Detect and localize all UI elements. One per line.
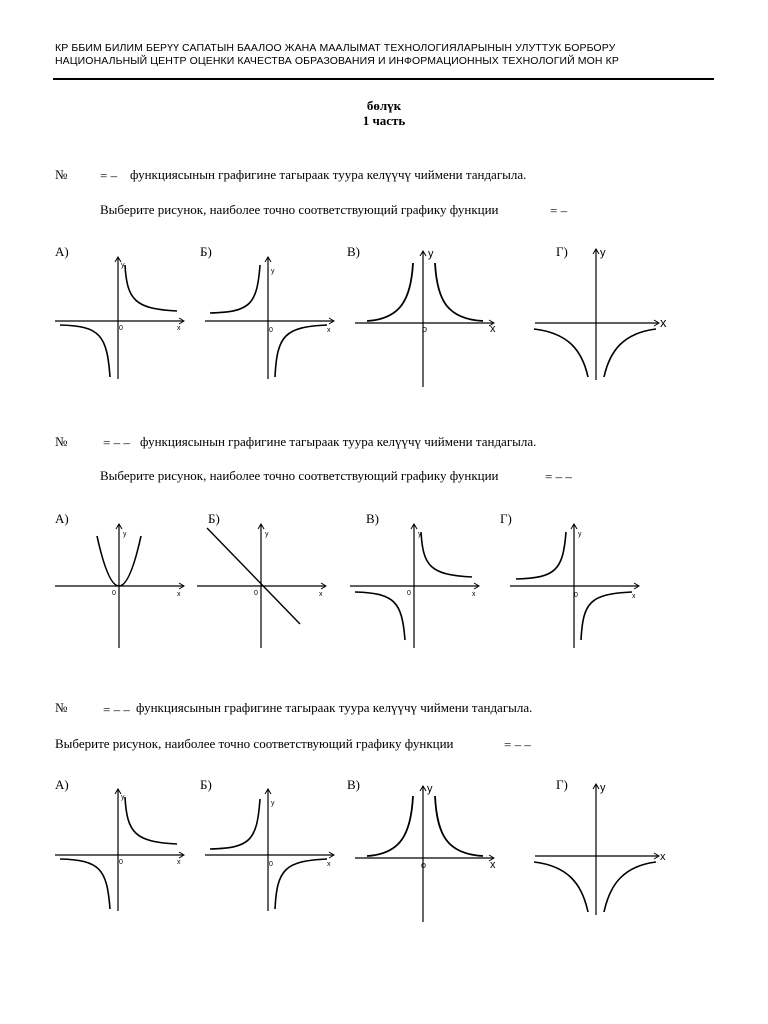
q2b-origin-label: 0: [254, 590, 258, 597]
q3-option-b[interactable]: Б): [200, 777, 212, 792]
q2a-origin-label: 0: [112, 590, 116, 597]
q1v-origin-label: o: [422, 324, 428, 334]
q1-option-b[interactable]: Б): [200, 244, 212, 259]
q1g-x-label: x: [660, 315, 667, 330]
header-rule: [53, 78, 714, 80]
q3-option-v[interactable]: В): [347, 777, 360, 792]
q2b-y-label: y: [265, 531, 269, 538]
q3-text-kg: функциясынын графигине тагыраак туура келүүчү чиймени тандагыла.: [136, 700, 533, 715]
q3a-x-label: x: [177, 859, 181, 866]
q2-option-g[interactable]: Г): [500, 511, 512, 526]
q1-graph-a[interactable]: [55, 255, 190, 385]
q1b-y-label: y: [271, 268, 275, 275]
q3v-x-label: x: [490, 859, 496, 871]
q2v-x-label: x: [472, 591, 476, 598]
q3v-origin-label: o: [421, 860, 427, 870]
q3a-y-label: y: [121, 794, 125, 801]
q2-text-ru: Выберите рисунок, наиболее точно соответствующий графику функции: [100, 468, 499, 483]
q1-formula: = –: [100, 168, 118, 183]
q1-graph-b[interactable]: [205, 255, 340, 385]
q3-number: №: [55, 700, 68, 715]
q1-option-v[interactable]: В): [347, 244, 360, 259]
q2b-x-label: x: [319, 591, 323, 598]
q3-graph-g[interactable]: [530, 780, 680, 920]
q1-text-ru: Выберите рисунок, наиболее точно соответствующий графику функции: [100, 202, 499, 217]
q2-option-b[interactable]: Б): [208, 511, 220, 526]
q3v-y-label: y: [427, 783, 433, 795]
q3-graph-b[interactable]: [205, 787, 340, 917]
q2-graph-g[interactable]: [510, 522, 645, 652]
q1g-y-label: y: [600, 247, 606, 259]
q1v-x-label: x: [490, 323, 496, 335]
q3-option-a[interactable]: А): [55, 777, 69, 792]
q2-graph-v[interactable]: [350, 522, 485, 652]
q2a-x-label: x: [177, 591, 181, 598]
q3b-origin-label: 0: [269, 861, 273, 868]
q3b-x-label: x: [327, 861, 331, 868]
q1a-origin-label: 0: [119, 325, 123, 332]
q3-graph-a[interactable]: [55, 787, 190, 917]
q2-number: №: [55, 434, 68, 449]
q2-graph-b[interactable]: [197, 522, 332, 652]
q3-formula-ru: = – –: [504, 737, 531, 752]
q3b-y-label: y: [271, 800, 275, 807]
q2-text-kg: функциясынын графигине тагыраак туура келүүчү чиймени тандагыла.: [140, 434, 537, 449]
q2a-y-label: y: [123, 531, 127, 538]
q2v-y-label: y: [418, 531, 422, 538]
q2-option-a[interactable]: А): [55, 511, 69, 526]
q2g-y-label: y: [578, 531, 582, 538]
q3-graph-v[interactable]: [355, 780, 500, 925]
q1a-x-label: x: [177, 325, 181, 332]
header-line-kg: КР ББИМ БИЛИМ БЕРҮҮ САПАТЫН БААЛОО ЖАНА МААЛЫМАТ ТЕХНОЛОГИЯЛАРЫНЫН УЛУТТУК БОРБОРУ: [55, 42, 616, 54]
q2-formula: = – –: [103, 435, 130, 450]
q1-number: №: [55, 167, 68, 182]
header-line-ru: НАЦИОНАЛЬНЫЙ ЦЕНТР ОЦЕНКИ КАЧЕСТВА ОБРАЗОВАНИЯ И ИНФОРМАЦИОННЫХ ТЕХНОЛОГИЙ МОН КР: [55, 55, 619, 67]
q3g-x-label: x: [660, 851, 666, 863]
q2g-x-label: x: [632, 593, 636, 600]
q1-text-kg: функциясынын графигине тагыраак туура келүүчү чиймени тандагыла.: [130, 167, 527, 182]
q3-text-ru: Выберите рисунок, наиболее точно соответствующий графику функции: [55, 736, 454, 751]
q3-option-g[interactable]: Г): [556, 777, 568, 792]
q1-option-g[interactable]: Г): [556, 244, 568, 259]
q2-graph-a[interactable]: [55, 522, 190, 652]
q1-graph-v[interactable]: [355, 245, 500, 390]
q1-graph-g[interactable]: [530, 245, 680, 385]
q1-formula-ru: = –: [550, 203, 568, 218]
q2-formula-ru: = – –: [545, 469, 572, 484]
q2-option-v[interactable]: В): [366, 511, 379, 526]
q3-formula: = – –: [103, 702, 130, 717]
q3a-origin-label: 0: [119, 859, 123, 866]
q1b-origin-label: 0: [269, 327, 273, 334]
q1-option-a[interactable]: А): [55, 244, 69, 259]
q3g-y-label: y: [600, 782, 606, 794]
part-title-ru: 1 часть: [362, 113, 406, 128]
part-title-kg: бөлүк: [366, 98, 402, 113]
q1b-x-label: x: [327, 327, 331, 334]
q2g-origin-label: 0: [574, 592, 578, 599]
q2v-origin-label: 0: [407, 590, 411, 597]
q1v-y-label: y: [428, 248, 434, 260]
q1a-y-label: y: [121, 262, 125, 269]
